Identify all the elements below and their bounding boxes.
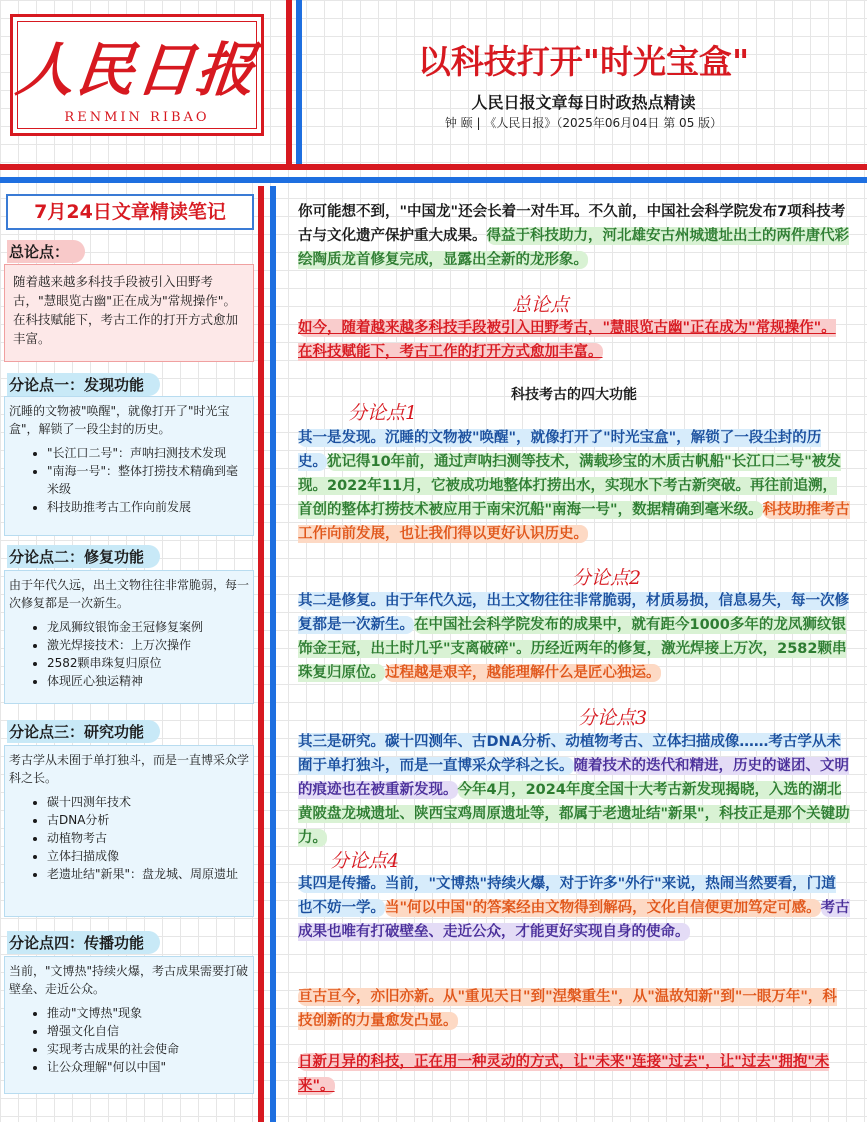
list-item: • 古DNA分析: [47, 811, 249, 829]
highlight-blue: 其四是传播。当前，"文博热"持续火爆，对于许多"外行"来说，热闹当然要看，门道也不妨一学。: [298, 876, 836, 916]
article-paragraph-4: [298, 589, 850, 685]
article-paragraph-8: [298, 1050, 850, 1098]
list-item: • 实现考古成果的社会使命: [47, 1040, 249, 1058]
article-byline: 钟 颐 | 《人民日报》（2025年06月04日 第 05 版）: [444, 116, 723, 130]
section-intro-2: 由于年代久远，出土文物往往非常脆弱，每一次修复都是一次新生。: [9, 578, 250, 610]
article-paragraph-3: [298, 426, 850, 546]
highlight-purple: 考古成果也唯有打破壁垒、走近公众，才能更好实现自身的使命。: [298, 900, 850, 940]
list-item: • 科技助推考古工作向前发展: [47, 498, 249, 516]
highlight-green: 得益于科技助力，河北雄安古州城遗址出土的两件唐代彩绘陶质龙首修复完成，显露出全新的龙形象。: [298, 228, 849, 268]
highlight-orange: 科技助推考古工作向前发展，也让我们得以更好认识历史。: [298, 502, 850, 542]
section-intro-1: 沉睡的文物被"唤醒"，就像打开了"时光宝盒"，解锁了一段尘封的历史。: [9, 404, 230, 436]
notes-title: 7月24日文章精读笔记: [6, 194, 254, 230]
section-bullets-3: [9, 793, 249, 883]
highlight-green: 在中国社会科学院发布的成果中，就有距今1000多年的龙凤狮纹银饰金王冠，出土时几乎"支离破碎"。历经近两年的修复，激光焊接上万次，2582颗串珠复归原位。: [298, 617, 847, 681]
paragraph-1-text: 你可能想不到，"中国龙"还会长着一对牛耳。不久前，中国社会科学院发布7项科技考古与文化遗产保护重大成果。: [298, 204, 846, 244]
list-item: • 增强文化自信: [47, 1022, 249, 1040]
highlight-green: 今年4月，2024年度全国十大考古新发现揭晓，入选的湖北黄陂盘龙城遗址、陕西宝鸡周原遗址等，都属于老遗址结"新果"，科技正是那个关键助力。: [298, 782, 850, 846]
section-label-2: 分论点二：修复功能: [7, 545, 160, 568]
list-item: • 老遗址结"新果"：盘龙城、周原遗址: [47, 865, 249, 883]
logo-english-text: RENMIN RIBAO: [64, 110, 210, 125]
list-item: • 碳十四测年技术: [47, 793, 249, 811]
list-item: • 龙凤狮纹银饰金王冠修复案例: [47, 618, 249, 636]
page-subtitle: 人民日报文章每日时政热点精读: [471, 93, 696, 112]
article-section-heading: 科技考古的四大功能: [511, 387, 637, 403]
handwritten-note-sub4: 分论点4: [330, 850, 400, 872]
highlight-red-conclusion: 日新月异的科技，正在用一种灵动的方式，让"未来"连接"过去"，让"过去"拥抱"未来"。: [298, 1054, 830, 1094]
summary-box: 随着越来越多科技手段被引入田野考古，"慧眼览古幽"正在成为"常规操作"。在科技赋能下，考古工作的打开方式愈加丰富。: [4, 264, 254, 362]
highlight-orange: 过程越是艰辛，越能理解什么是匠心独运。: [385, 665, 661, 681]
highlight-green: 犹记得10年前，通过声呐扫测等技术，满载珍宝的木质古帆船"长江口二号"被发现。2022年11月，它被成功地整体打捞出水，实现水下考古新突破。再往前追溯，首创的整体打捞技术被应用于南宋沉船"南海一号"，数据精确到毫米级。: [298, 454, 841, 518]
list-item: • 2582颗串珠复归原位: [47, 654, 249, 672]
list-item: • 让公众理解"何以中国": [47, 1058, 249, 1076]
section-box-3: [4, 745, 254, 917]
section-bullets-4: [9, 1004, 249, 1076]
header-rule-red: [0, 164, 867, 170]
article-paragraph-2: [298, 316, 850, 364]
section-intro-3: 考古学从未囿于单打独斗，而是一直博采众学科之长。: [9, 753, 250, 785]
list-item: • 动植物考古: [47, 829, 249, 847]
article-paragraph-5: [298, 730, 850, 850]
highlight-red-thesis: 如今，随着越来越多科技手段被引入田野考古，"慧眼览古幽"正在成为"常规操作"。在科技赋能下，考古工作的打开方式愈加丰富。: [298, 320, 836, 360]
highlight-orange: 亘古亘今，亦旧亦新。从"重见天日"到"涅槃重生"，从"温故知新"到"一眼万年"，科技创新的力量愈发凸显。: [298, 989, 837, 1029]
highlight-orange: 当"何以中国"的答案经由文物得到解码，文化自信便更加笃定可感。: [385, 900, 821, 916]
article-paragraph-7: [298, 985, 850, 1033]
highlight-blue: 其二是修复。由于年代久远，出土文物往往非常脆弱，材质易损，信息易失，每一次修复都是一次新生。: [298, 593, 849, 633]
list-item: • 体现匠心独运精神: [47, 672, 249, 690]
section-bullets-2: [9, 618, 249, 690]
handwritten-note-sub1: 分论点1: [348, 402, 418, 424]
section-box-1: [4, 396, 254, 536]
header-divider-red: [286, 0, 292, 170]
highlight-blue: 其三是研究。碳十四测年、古DNA分析、动植物考古、立体扫描成像……考古学从未囿于单打独斗，而是一直博采众学科之长。: [298, 734, 841, 774]
handwritten-note-sub2: 分论点2: [572, 567, 642, 589]
section-label-1: 分论点一：发现功能: [7, 373, 160, 396]
list-item: • 推动"文博热"现象: [47, 1004, 249, 1022]
page-title: 以科技打开"时光宝盒": [417, 42, 750, 81]
column-divider-red: [258, 186, 264, 1122]
section-label-4: 分论点四：传播功能: [7, 931, 160, 954]
list-item: • "南海一号"：整体打捞技术精确到毫米级: [47, 462, 249, 498]
section-bullets-1: [9, 444, 249, 516]
handwritten-note-sub3: 分论点3: [578, 707, 648, 729]
section-label-3: 分论点三：研究功能: [7, 720, 160, 743]
article-paragraph-6: [298, 872, 850, 944]
section-box-4: [4, 956, 254, 1094]
list-item: • "长江口二号"：声呐扫测技术发现: [47, 444, 249, 462]
column-divider-blue: [270, 186, 276, 1122]
newspaper-logo: [10, 14, 264, 136]
highlight-blue: 其一是发现。沉睡的文物被"唤醒"，就像打开了"时光宝盒"，解锁了一段尘封的历史。: [298, 430, 822, 470]
summary-label: 总论点：: [7, 240, 85, 263]
section-box-2: [4, 570, 254, 704]
list-item: • 激光焊接技术：上万次操作: [47, 636, 249, 654]
handwritten-note-main: 总论点: [512, 294, 570, 316]
list-item: • 立体扫描成像: [47, 847, 249, 865]
header-rule-blue: [0, 177, 867, 183]
section-intro-4: 当前，"文博热"持续火爆，考古成果需要打破壁垒、走近公众。: [9, 964, 249, 996]
article-paragraph-1: [298, 200, 850, 272]
highlight-purple: 随着技术的迭代和精进，历史的谜团、文明的痕迹也在被重新发现。: [298, 758, 849, 798]
logo-chinese-text: 人民日报: [12, 36, 261, 104]
